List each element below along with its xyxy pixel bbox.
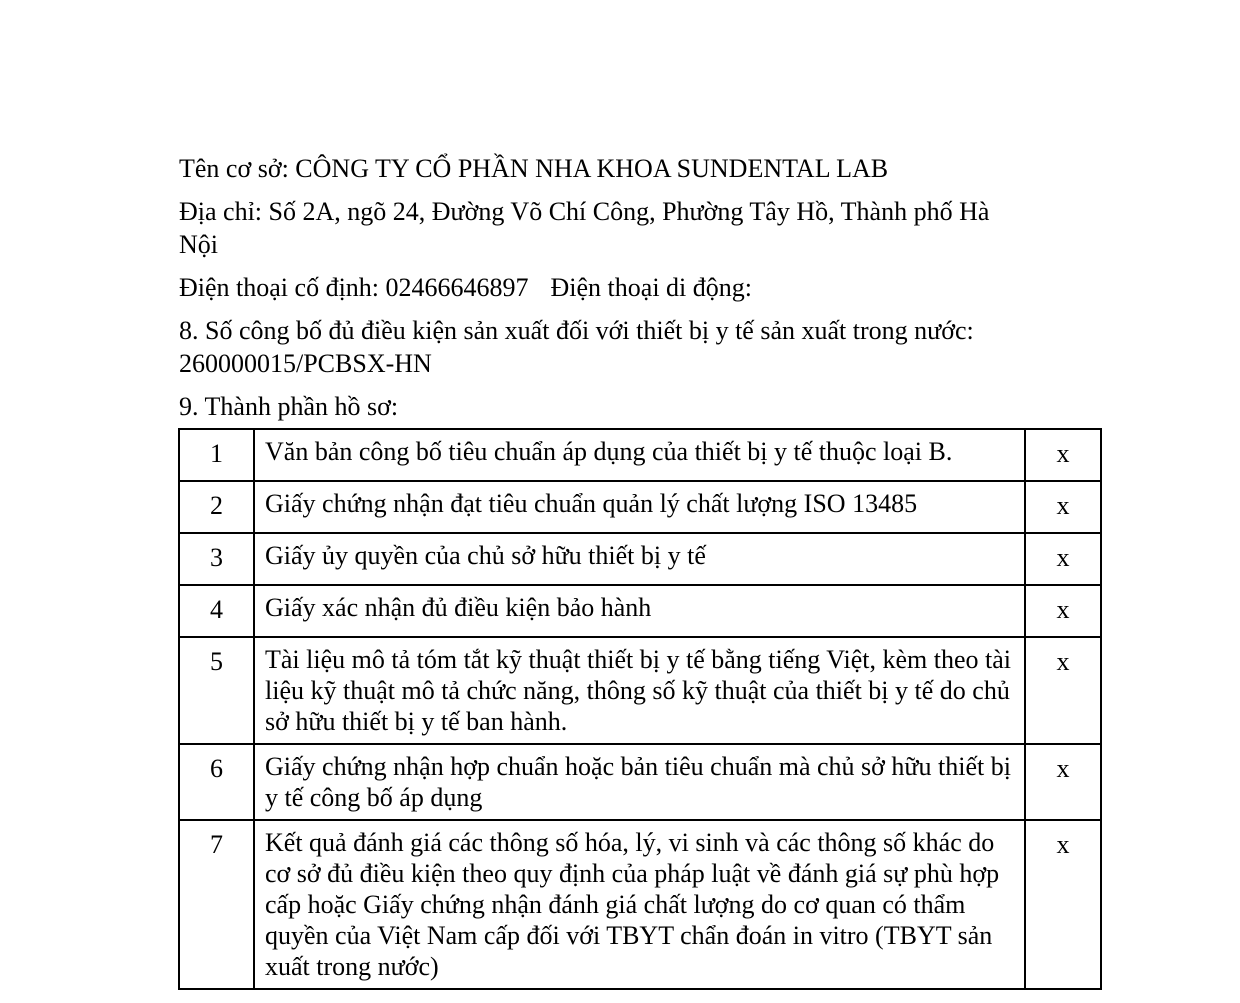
facility-name: Tên cơ sở: CÔNG TY CỔ PHẦN NHA KHOA SUNDENTAL LAB <box>179 154 889 183</box>
document-body <box>179 152 1104 423</box>
row-description: Giấy chứng nhận hợp chuẩn hoặc bản tiêu chuẩn mà chủ sở hữu thiết bị y tế công bố áp dụng <box>254 744 1025 820</box>
table-row <box>179 585 1101 637</box>
row-description: Tài liệu mô tả tóm tắt kỹ thuật thiết bị y tế bằng tiếng Việt, kèm theo tài liệu kỹ thuật mô tả chức năng, thông số kỹ thuật của thiết bị y tế do chủ sở hữu thiết bị y tế ban hành. <box>254 637 1025 744</box>
landline-phone: Điện thoại cố định: 02466646897 <box>179 273 529 302</box>
row-number: 4 <box>179 585 254 637</box>
section8-line-1: 8. Số công bố đủ điều kiện sản xuất đối với thiết bị y tế sản xuất trong nước: <box>179 316 974 345</box>
row-number: 3 <box>179 533 254 585</box>
phone-line <box>179 271 1104 304</box>
section8-line-2: 260000015/PCBSX-HN <box>179 349 432 378</box>
facility-address-line-2: Nội <box>179 230 218 259</box>
row-mark: x <box>1025 481 1101 533</box>
mobile-phone: Điện thoại di động: <box>550 273 752 302</box>
row-number: 2 <box>179 481 254 533</box>
table-row <box>179 820 1101 989</box>
row-mark: x <box>1025 820 1101 989</box>
row-description: Giấy ủy quyền của chủ sở hữu thiết bị y tế <box>254 533 1025 585</box>
table-row <box>179 429 1101 481</box>
row-number: 6 <box>179 744 254 820</box>
document-components-table <box>178 428 1102 990</box>
row-mark: x <box>1025 585 1101 637</box>
row-mark: x <box>1025 744 1101 820</box>
table-row <box>179 637 1101 744</box>
table-row <box>179 481 1101 533</box>
row-number: 1 <box>179 429 254 481</box>
row-mark: x <box>1025 637 1101 744</box>
table-row <box>179 744 1101 820</box>
section9-heading: 9. Thành phần hồ sơ: <box>179 392 399 421</box>
row-description: Giấy chứng nhận đạt tiêu chuẩn quản lý chất lượng ISO 13485 <box>254 481 1025 533</box>
row-number: 5 <box>179 637 254 744</box>
row-description: Kết quả đánh giá các thông số hóa, lý, vi sinh và các thông số khác do cơ sở đủ điều kiện theo quy định của pháp luật về đánh giá sự phù hợp cấp hoặc Giấy chứng nhận đánh giá chất lượng do cơ quan có thẩm quyền của Việt Nam cấp đối với TBYT chẩn đoán in vitro (TBYT sản xuất trong nước) <box>254 820 1025 989</box>
row-number: 7 <box>179 820 254 989</box>
table-row <box>179 533 1101 585</box>
facility-address-line-1: Địa chỉ: Số 2A, ngõ 24, Đường Võ Chí Công, Phường Tây Hồ, Thành phố Hà <box>179 197 990 226</box>
row-mark: x <box>1025 533 1101 585</box>
row-description: Giấy xác nhận đủ điều kiện bảo hành <box>254 585 1025 637</box>
row-mark: x <box>1025 429 1101 481</box>
row-description: Văn bản công bố tiêu chuẩn áp dụng của thiết bị y tế thuộc loại B. <box>254 429 1025 481</box>
